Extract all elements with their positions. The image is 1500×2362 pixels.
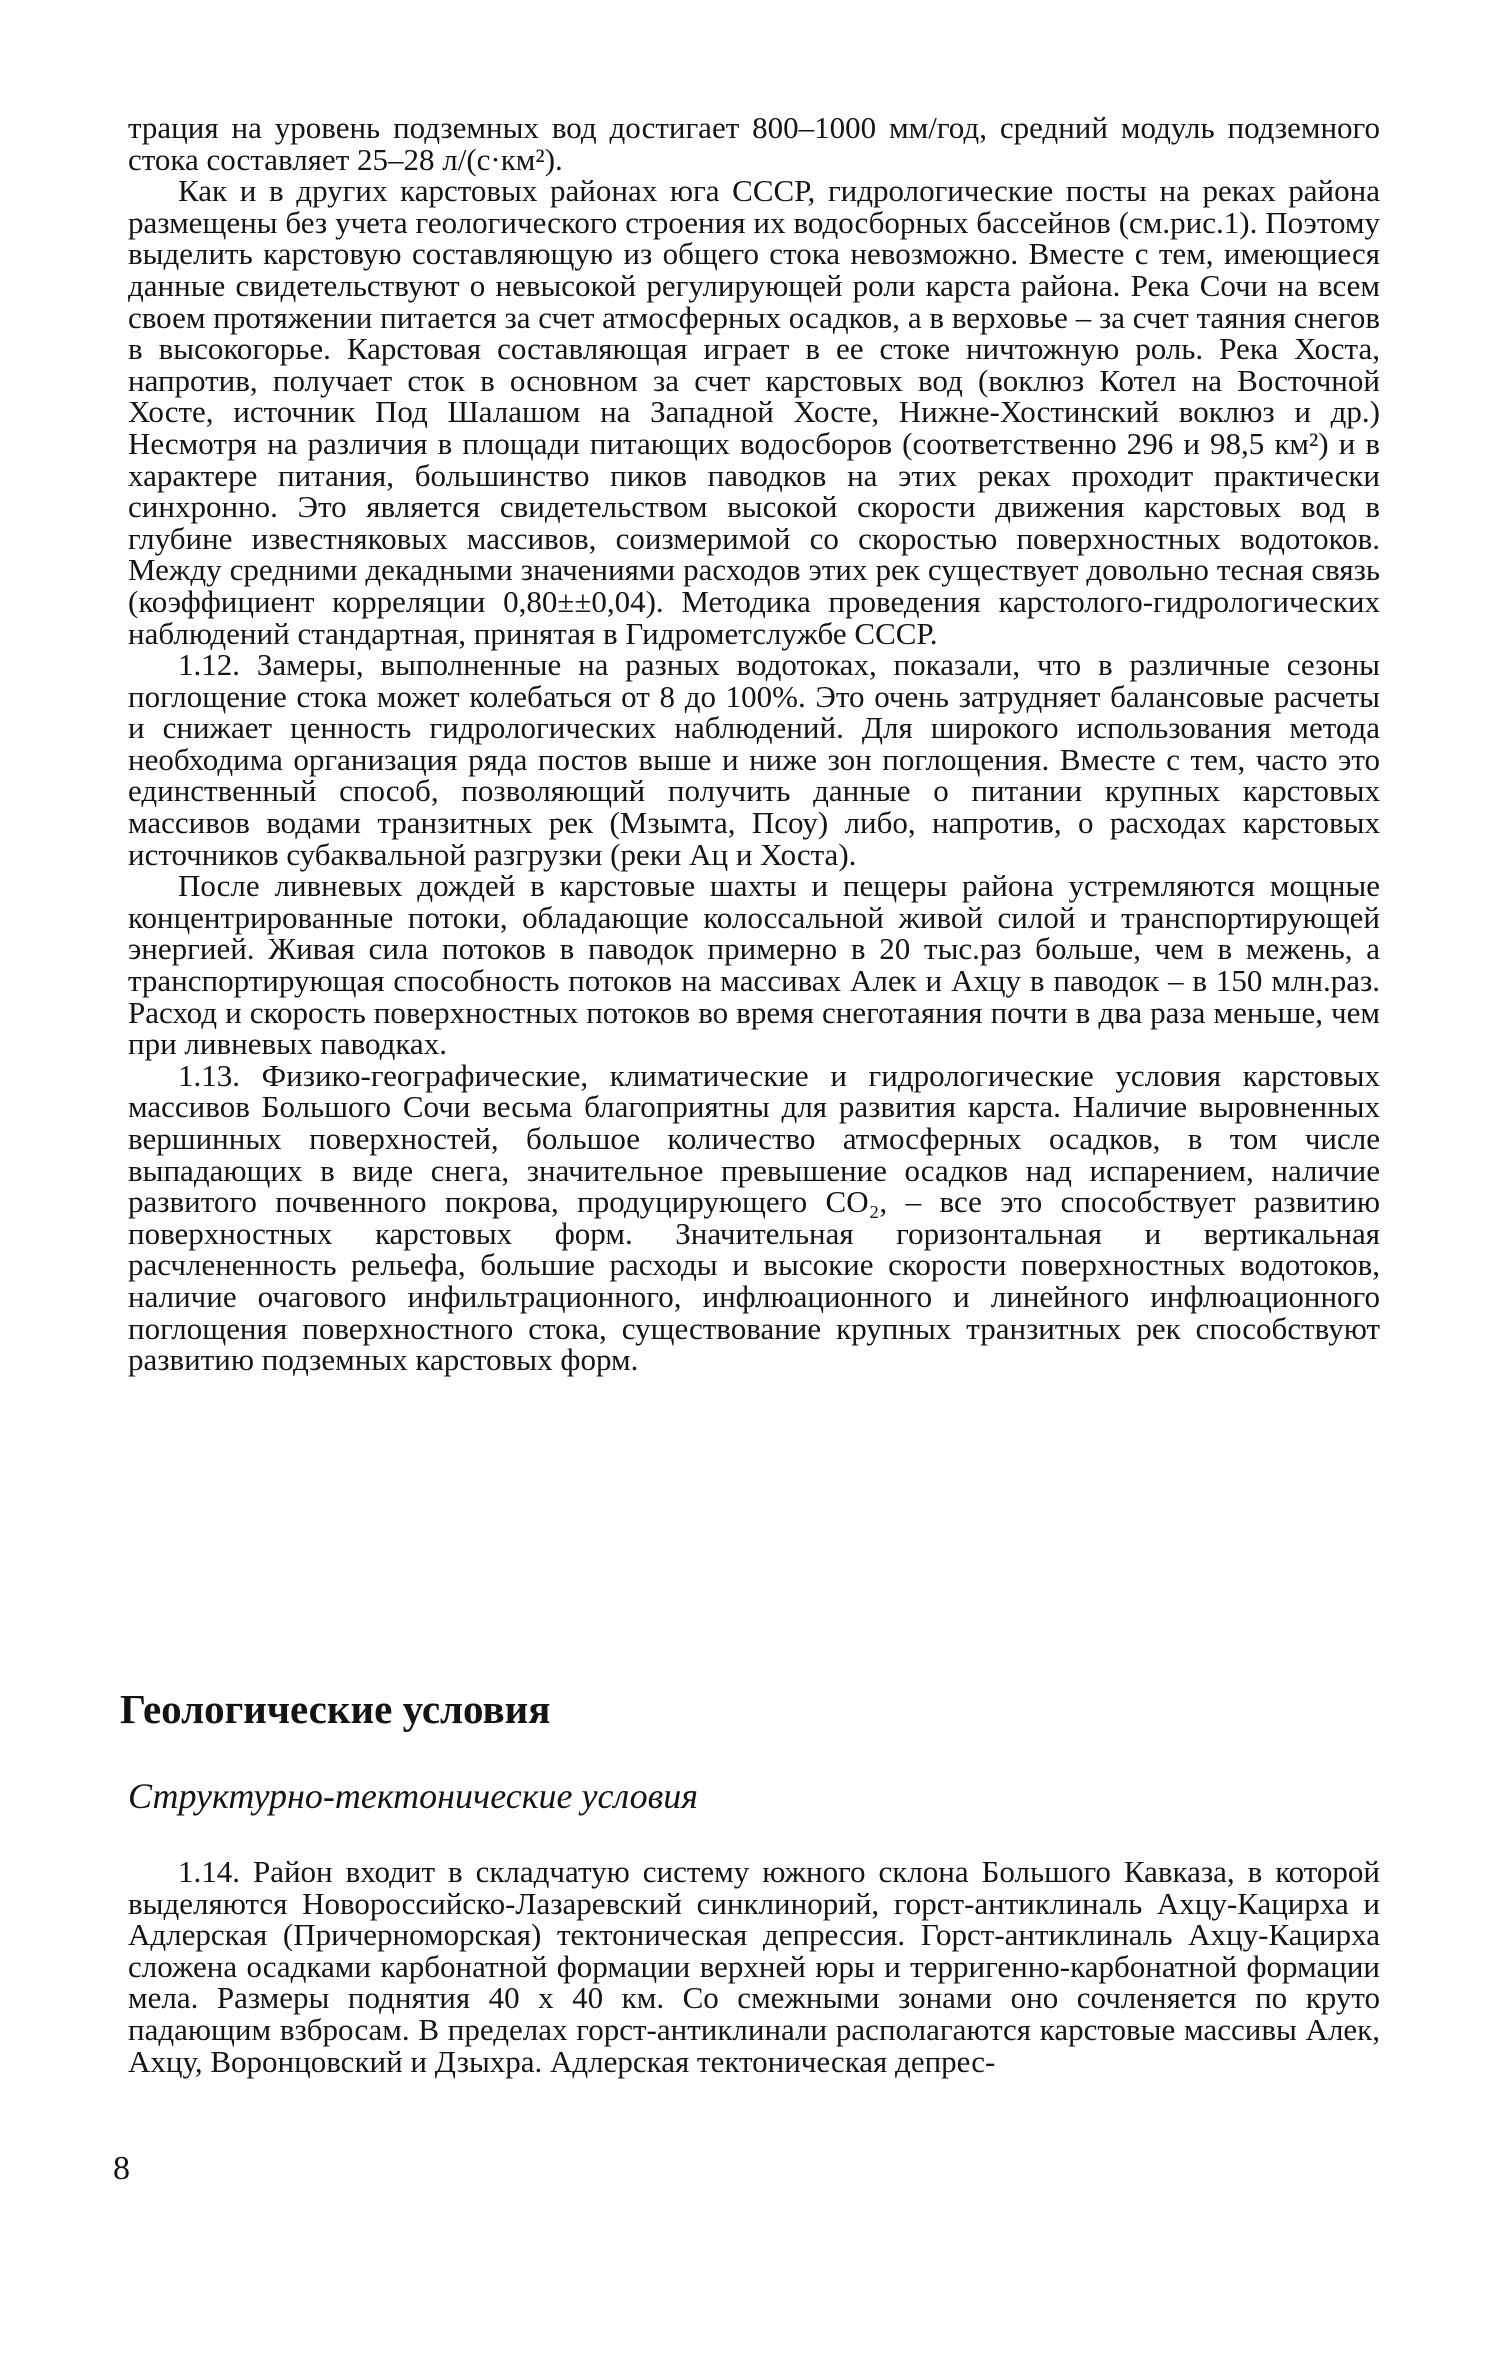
paragraph: 1.14. Район входит в складчатую систему южного склона Большого Кавказа, в которой выделяются Новороссийско-Лазаревский синклинорий, горст-антиклиналь Ахцу-Кацирха и Адлерская (Причерноморская) тектоническая депрессия. Горст-антиклиналь Ахцу-Кацирха сложена осадками карбонатной формации верхней юры и терригенно-карбонатной формации мела. Размеры поднятия 40 х 40 км. Со смежными зонами оно сочленяется по круто падающим взбросам. В пределах горст-антиклинали располагаются карстовые массивы Алек, Ахцу, Воронцовский и Дзыхра. Адлерская тектоническая депрес- bbox=[128, 1854, 1380, 2079]
paragraph: После ливневых дождей в карстовые шахты и пещеры района устремляются мощные концентрированные потоки, обладающие колоссальной живой силой и транспортирующей энергией. Живая сила потоков в паводок примерно в 20 тыс.раз больше, чем в межень, а транспортирующая способность потоков на массивах Алек и Ахцу в паводок – в 150 млн.раз. Расход и скорость поверхностных потоков во время снеготаяния почти в два раза меньше, чем при ливневых паводках. bbox=[128, 868, 1380, 1062]
body-text-section-2 bbox=[128, 1856, 1380, 2077]
paragraph: 1.12. Замеры, выполненные на разных водотоках, показали, что в различные сезоны поглощение стока может колебаться от 8 до 100%. Это очень затрудняет балансовые расчеты и снижает ценность гидрологических наблюдений. Для широкого использования метода необходима организация ряда постов выше и ниже зон поглощения. Вместе с тем, часто это единственный способ, позволяющий получить данные о питании крупных карстовых массивов водами транзитных рек (Мзымта, Псоу) либо, напротив, о расходах карстовых источников субаквальной разгрузки (реки Ац и Хоста). bbox=[128, 647, 1380, 872]
paragraph: 1.13. Физико-географические, климатические и гидрологические условия карстовых массивов Большого Сочи весьма благоприятны для развития карста. Наличие выровненных вершинных поверхностей, большое количество атмосферных осадков, в том числе выпадающих в виде снега, значительное превышение осадков над испарением, наличие развитого почвенного покрова, продуцирующего CO₂, – все это способствует развитию поверхностных карстовых форм. Значительная горизонтальная и вертикальная расчлененность рельефа, большие расходы и высокие скорости поверхностных водотоков, наличие очагового инфильтрационного, инфлюационного и линейного инфлюационного поглощения поверхностного стока, существование крупных транзитных рек способствуют развитию подземных карстовых форм. bbox=[128, 1057, 1380, 1378]
section-subheading: Структурно-тектонические условия bbox=[128, 1776, 698, 1816]
paragraph: трация на уровень подземных вод достигает 800–1000 мм/год, средний модуль подземного стока составляет 25–28 л/(с·км²). bbox=[128, 110, 1380, 177]
page-number: 8 bbox=[113, 2150, 130, 2187]
body-text-section-1 bbox=[128, 112, 1380, 1376]
section-heading: Геологические условия bbox=[120, 1686, 551, 1732]
paragraph: Как и в других карстовых районах юга СССР, гидрологические посты на реках района размещены без учета геологического строения их водосборных бассейнов (см.рис.1). Поэтому выделить карстовую составляющую из общего стока невозможно. Вместе с тем, имеющиеся данные свидетельствуют о невысокой регулирующей роли карста района. Река Сочи на всем своем протяжении питается за счет атмосферных осадков, а в верховье – за счет таяния снегов в высокогорье. Карстовая составляющая играет в ее стоке ничтожную роль. Река Хоста, напротив, получает сток в основном за счет карстовых вод (воклюз Котел на Восточной Хосте, источник Под Шалашом на Западной Хосте, Нижне-Хостинский воклюз и др.) Несмотря на различия в площади питающих водосборов (соответственно 296 и 98,5 км²) и в характере питания, большинство пиков паводков на этих реках проходит практически синхронно. Это является свидетельством высокой скорости движения карстовых вод в глубине известняковых массивов, соизмеримой со скоростью поверхностных водотоков. Между средними декадными значениями расходов этих рек существует довольно тесная связь (коэффициент корреляции 0,80±±0,04). Методика проведения карстолого-гидрологических наблюдений стандартная, принятая в Гидрометслужбе СССР. bbox=[128, 173, 1380, 651]
